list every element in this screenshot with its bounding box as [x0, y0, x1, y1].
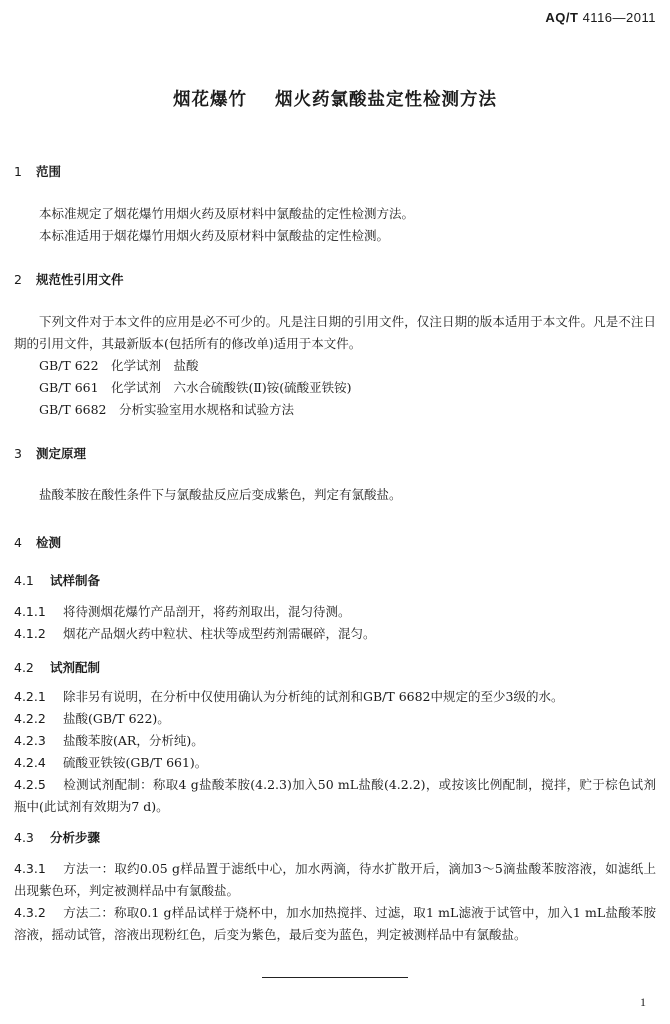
clause-item: 4.3.2 方法二：称取0.1 g样品试样于烧杯中，加水加热搅拌、过滤，取1 mL滤液于试管中，加入1 mL盐酸苯胺溶液，摇动试管，溶液出现粉红色，后变为紫色，最后变为蓝色，判定被测样品中有氯酸盐。	[14, 905, 656, 942]
clause-item: 4.3.1 方法一：取约0.05 g样品置于滤纸中心，加水两滴，待水扩散开后，滴加3～5滴盐酸苯胺溶液，如滤纸上出现紫色环，判定被测样品中有氯酸盐。	[14, 861, 656, 898]
clause-item: 4.2.4 硫酸亚铁铵(GB/T 661)。	[14, 755, 208, 770]
page-number: 1	[640, 995, 646, 1009]
clause-item: 4.2.5 检测试剂配制：称取4 g盐酸苯胺(4.2.3)加入50 mL盐酸(4.2.2)，或按该比例配制，搅拌，贮于棕色试剂瓶中(此试剂有效期为7 d)。	[14, 777, 656, 814]
s1-paragraph-2: 本标准适用于烟花爆竹用烟火药及原材料中氯酸盐的定性检测。	[39, 228, 390, 243]
clause-item: 4.2.3 盐酸苯胺(AR，分析纯)。	[14, 733, 204, 748]
section-2-heading: 2 规范性引用文件	[14, 272, 124, 287]
section-3-heading: 3 测定原理	[14, 446, 87, 461]
reference-item: GB/T 622 化学试剂 盐酸	[39, 358, 199, 373]
s3-paragraph-1: 盐酸苯胺在酸性条件下与氯酸盐反应后变成紫色，判定有氯酸盐。	[39, 487, 402, 502]
s1-paragraph-1: 本标准规定了烟花爆竹用烟火药及原材料中氯酸盐的定性检测方法。	[39, 206, 415, 221]
section-4-3-heading: 4.3 分析步骤	[14, 830, 101, 845]
reference-item: GB/T 661 化学试剂 六水合硫酸铁(Ⅱ)铵(硫酸亚铁铵)	[39, 380, 352, 395]
clause-item: 4.2.1 除非另有说明，在分析中仅使用确认为分析纯的试剂和GB/T 6682中规定的至少3级的水。	[14, 689, 564, 704]
section-4-heading: 4 检测	[14, 535, 62, 550]
end-rule	[262, 977, 408, 978]
clause-item: 4.1.2 烟花产品烟火药中粒状、柱状等成型药剂需碾碎，混匀。	[14, 626, 376, 641]
section-4-2-heading: 4.2 试剂配制	[14, 660, 101, 675]
clause-item: 4.2.2 盐酸(GB/T 622)。	[14, 711, 170, 726]
standard-code: AQ/T 4116—2011	[545, 10, 656, 25]
s2-paragraph-1: 下列文件对于本文件的应用是必不可少的。凡是注日期的引用文件，仅注日期的版本适用于本文件。凡是不注日期的引用文件，其最新版本(包括所有的修改单)适用于本文件。	[14, 314, 656, 351]
page-title: 烟花爆竹 烟火药氯酸盐定性检测方法	[173, 90, 497, 110]
clause-item: 4.1.1 将待测烟花爆竹产品剖开，将药剂取出，混匀待测。	[14, 604, 351, 619]
reference-item: GB/T 6682 分析实验室用水规格和试验方法	[39, 402, 295, 417]
section-4-1-heading: 4.1 试样制备	[14, 573, 101, 588]
section-1-heading: 1 范围	[14, 164, 62, 179]
